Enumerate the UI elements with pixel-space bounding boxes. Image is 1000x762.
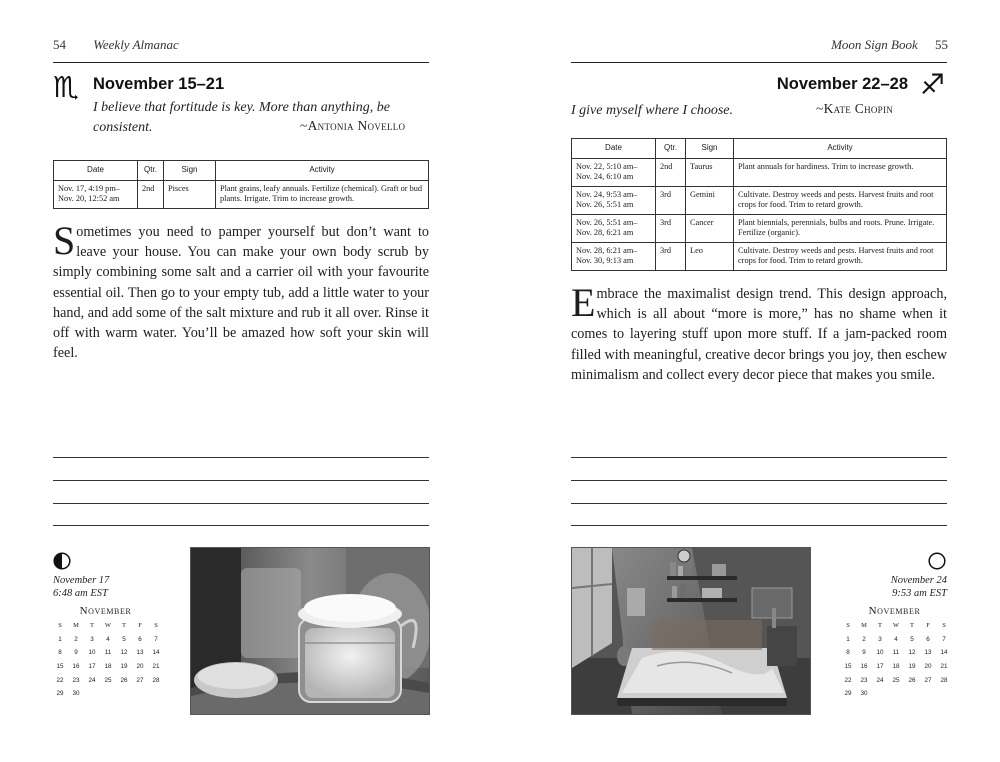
- calendar-day: 28: [940, 676, 948, 684]
- calendar-day: 16: [860, 663, 868, 671]
- quote-attribution: [816, 101, 893, 117]
- calendar-day: 15: [844, 663, 852, 671]
- attribution-dash: ~: [816, 101, 824, 116]
- calendar-day: 11: [104, 649, 112, 657]
- maximalist-bedroom-photo: [571, 547, 811, 715]
- calendar-week-row: [52, 677, 164, 691]
- cell-activity: Cultivate. Destroy weeds and pests. Harvest fruits and root crops for food. Trim to retard growth.: [734, 186, 947, 214]
- quote-line-1: I believe that fortitude is key. More than anything, be: [93, 100, 390, 115]
- writing-line: [571, 503, 947, 504]
- calendar-day: 29: [56, 690, 64, 698]
- writing-line: [53, 525, 429, 526]
- calendar-day: 23: [860, 676, 868, 684]
- attr-last-rest: ovello: [367, 118, 406, 133]
- first-quarter-moon-icon: [53, 552, 71, 570]
- table-row: [572, 242, 947, 270]
- calendar-day: 14: [940, 649, 948, 657]
- writing-line: [53, 457, 429, 458]
- calendar-day: 25: [892, 676, 900, 684]
- calendar-week-row: [840, 677, 952, 691]
- calendar-day: 26: [120, 676, 128, 684]
- calendar-day: 10: [876, 649, 884, 657]
- calendar-day: [904, 690, 920, 704]
- calendar-day: 27: [136, 676, 144, 684]
- attr-last-initial: C: [854, 101, 865, 116]
- cell-activity: Cultivate. Destroy weeds and pests. Harvest fruits and root crops for food. Trim to retard growth.: [734, 242, 947, 270]
- cell-qtr: 3rd: [656, 186, 686, 214]
- attr-last-rest: hopin: [864, 101, 894, 116]
- page-number: 55: [935, 37, 948, 52]
- calendar-day: 17: [876, 663, 884, 671]
- calendar-weekday: M: [861, 622, 867, 629]
- calendar-day: 13: [136, 649, 144, 657]
- calendar-week-row: [840, 690, 952, 704]
- calendar-day: 24: [876, 676, 884, 684]
- calendar-weekday: F: [926, 622, 930, 629]
- week-title: November 15–21: [93, 75, 225, 93]
- calendar-day: [100, 690, 116, 704]
- calendar-month: November: [79, 605, 132, 617]
- calendar-day: 20: [924, 663, 932, 671]
- calendar-day: 26: [908, 676, 916, 684]
- calendar-weekday: S: [846, 622, 850, 629]
- calendar-day: 7: [154, 635, 158, 643]
- mini-calendar: [52, 622, 164, 704]
- cell-qtr: 3rd: [656, 242, 686, 270]
- quote-line-2: consistent.: [93, 120, 153, 135]
- cell-date: Nov. 26, 5:51 am– Nov. 28, 6:21 am: [572, 214, 656, 242]
- col-qtr: Qtr.: [656, 139, 686, 159]
- calendar-day: 3: [90, 635, 94, 643]
- writing-line: [571, 525, 947, 526]
- drop-cap: E: [571, 280, 596, 325]
- moon-activity-table: [53, 160, 429, 209]
- writing-line: [571, 480, 947, 481]
- cell-sign: Gemini: [686, 186, 734, 214]
- calendar-day: [888, 690, 904, 704]
- calendar-day: [84, 690, 100, 704]
- calendar-day: 8: [846, 649, 850, 657]
- quote-attribution: [300, 118, 405, 134]
- table-header-row: [572, 139, 947, 159]
- calendar-weekday: T: [910, 622, 914, 629]
- calendar-day: 19: [120, 663, 128, 671]
- moon-phase-date: November 17 6:48 am EST: [53, 575, 110, 599]
- col-qtr: Qtr.: [138, 161, 164, 181]
- calendar-day: [132, 690, 148, 704]
- cell-sign: Cancer: [686, 214, 734, 242]
- cell-qtr: 2nd: [656, 158, 686, 186]
- calendar-day: 16: [72, 663, 80, 671]
- calendar-day: 6: [926, 635, 930, 643]
- mini-calendar: [840, 622, 952, 704]
- attr-initial: A: [307, 118, 318, 133]
- running-header: [53, 37, 179, 53]
- calendar-day: 17: [88, 663, 96, 671]
- calendar-weekday: T: [878, 622, 882, 629]
- calendar-day: 2: [862, 635, 866, 643]
- col-sign: Sign: [164, 161, 216, 181]
- calendar-day: 18: [104, 663, 112, 671]
- attr-initial: K: [823, 101, 834, 116]
- calendar-weekday: W: [892, 622, 900, 629]
- calendar-day: 4: [106, 635, 110, 643]
- header-rule: [53, 62, 429, 63]
- calendar-day: 4: [894, 635, 898, 643]
- calendar-weekday: T: [122, 622, 126, 629]
- calendar-day: 27: [924, 676, 932, 684]
- calendar-day: 9: [862, 649, 866, 657]
- col-activity: Activity: [216, 161, 429, 181]
- calendar-month: November: [868, 605, 921, 617]
- cell-qtr: 3rd: [656, 214, 686, 242]
- calendar-day: 7: [942, 635, 946, 643]
- full-moon-icon: [928, 552, 946, 570]
- cell-date: Nov. 22, 5:10 am– Nov. 24, 6:10 am: [572, 158, 656, 186]
- cell-date: Nov. 17, 4:19 pm– Nov. 20, 12:52 am: [54, 180, 138, 208]
- calendar-day: [872, 690, 888, 704]
- calendar-day: [116, 690, 132, 704]
- calendar-day: 30: [860, 690, 868, 698]
- calendar-weekday-row: [840, 622, 952, 636]
- calendar-day: 1: [58, 635, 62, 643]
- calendar-week-row: [840, 649, 952, 663]
- calendar-day: 10: [88, 649, 96, 657]
- cell-date: Nov. 28, 6:21 am– Nov. 30, 9:13 am: [572, 242, 656, 270]
- body-paragraph: Embrace the maximalist design trend. This design approach, which is all about “more is more,” has no shame when it comes to layering stuff upon more stuff. If a jam-packed room filled with meaningful, creative decor brings you joy, then eschew minimalism and collect every decor piece that makes you smile.: [571, 280, 947, 383]
- calendar-day: 21: [940, 663, 948, 671]
- calendar-day: 28: [152, 676, 160, 684]
- calendar-weekday: F: [138, 622, 142, 629]
- quote-line-1: I give myself where I choose.: [571, 103, 733, 118]
- right-page: [500, 0, 1000, 762]
- running-head-title: Moon Sign Book: [831, 37, 918, 52]
- body-paragraph: Sometimes you need to pamper yourself but don’t want to leave your house. You can make your own body scrub by simply combining some salt and a carrier oil with your favourite essential oil. Then go to your empty tub, add a little water to your hand, and add some of the salt mixture and rub it all over. Rinse it off with warm water. You’ll be amazed how soft your skin will feel.: [53, 218, 429, 362]
- scorpio-icon: ♏: [53, 70, 79, 104]
- cell-sign: Taurus: [686, 158, 734, 186]
- calendar-day: 12: [908, 649, 916, 657]
- calendar-day: 22: [844, 676, 852, 684]
- moon-activity-table: [571, 138, 947, 271]
- calendar-day: 30: [72, 690, 80, 698]
- calendar-weekday: W: [104, 622, 112, 629]
- calendar-day: [920, 690, 936, 704]
- calendar-day: 5: [122, 635, 126, 643]
- col-sign: Sign: [686, 139, 734, 159]
- calendar-day: 12: [120, 649, 128, 657]
- calendar-day: 9: [74, 649, 78, 657]
- calendar-week-row: [840, 636, 952, 650]
- calendar-day: 5: [910, 635, 914, 643]
- salt-scrub-photo: [190, 547, 430, 715]
- calendar-day: 3: [878, 635, 882, 643]
- calendar-weekday: M: [73, 622, 79, 629]
- table-row: [54, 180, 429, 208]
- calendar-day: 8: [58, 649, 62, 657]
- col-activity: Activity: [734, 139, 947, 159]
- attr-last-initial: N: [357, 118, 368, 133]
- calendar-weekday: S: [942, 622, 946, 629]
- col-date: Date: [54, 161, 138, 181]
- calendar-day: 13: [924, 649, 932, 657]
- cell-activity: Plant annuals for hardiness. Trim to increase growth.: [734, 158, 947, 186]
- calendar-week-row: [840, 663, 952, 677]
- calendar-week-row: [52, 663, 164, 677]
- calendar-day: 11: [892, 649, 900, 657]
- col-date: Date: [572, 139, 656, 159]
- running-header: [831, 37, 948, 53]
- calendar-weekday-row: [52, 622, 164, 636]
- calendar-day: [148, 690, 164, 704]
- cell-sign: Leo: [686, 242, 734, 270]
- calendar-day: [936, 690, 952, 704]
- calendar-day: 18: [892, 663, 900, 671]
- week-title: November 22–28: [776, 75, 908, 93]
- running-head-title: Weekly Almanac: [93, 37, 179, 52]
- attribution-dash: ~: [300, 118, 308, 133]
- calendar-day: 20: [136, 663, 144, 671]
- cell-activity: Plant grains, leafy annuals. Fertilize (chemical). Graft or bud plants. Irrigate. Trim to increase growth.: [216, 180, 429, 208]
- table-header-row: [54, 161, 429, 181]
- attr-first-rest: ntonia: [317, 118, 358, 133]
- calendar-weekday: S: [58, 622, 62, 629]
- calendar-day: 22: [56, 676, 64, 684]
- calendar-week-row: [52, 690, 164, 704]
- calendar-weekday: T: [90, 622, 94, 629]
- calendar-day: 25: [104, 676, 112, 684]
- writing-line: [53, 480, 429, 481]
- attr-first-rest: ate: [833, 101, 855, 116]
- calendar-day: 21: [152, 663, 160, 671]
- writing-line: [571, 457, 947, 458]
- calendar-day: 29: [844, 690, 852, 698]
- cell-sign: Pisces: [164, 180, 216, 208]
- table-row: [572, 214, 947, 242]
- calendar-day: 2: [74, 635, 78, 643]
- header-rule: [571, 62, 947, 63]
- drop-cap: S: [53, 218, 76, 263]
- calendar-day: 1: [846, 635, 850, 643]
- calendar-week-row: [52, 649, 164, 663]
- sagittarius-icon: ♐: [920, 68, 946, 101]
- writing-line: [53, 503, 429, 504]
- calendar-weekday: S: [154, 622, 158, 629]
- calendar-day: 24: [88, 676, 96, 684]
- calendar-day: 6: [138, 635, 142, 643]
- page-number: 54: [53, 37, 66, 52]
- table-row: [572, 186, 947, 214]
- cell-activity: Plant biennials, perennials, bulbs and roots. Prune. Irrigate. Fertilize (organic).: [734, 214, 947, 242]
- calendar-day: 14: [152, 649, 160, 657]
- calendar-day: 23: [72, 676, 80, 684]
- calendar-day: 19: [908, 663, 916, 671]
- calendar-week-row: [52, 636, 164, 650]
- calendar-day: 15: [56, 663, 64, 671]
- cell-date: Nov. 24, 9:53 am– Nov. 26, 5:51 am: [572, 186, 656, 214]
- moon-phase-date: November 24 9:53 am EST: [890, 575, 947, 599]
- cell-qtr: 2nd: [138, 180, 164, 208]
- table-row: [572, 158, 947, 186]
